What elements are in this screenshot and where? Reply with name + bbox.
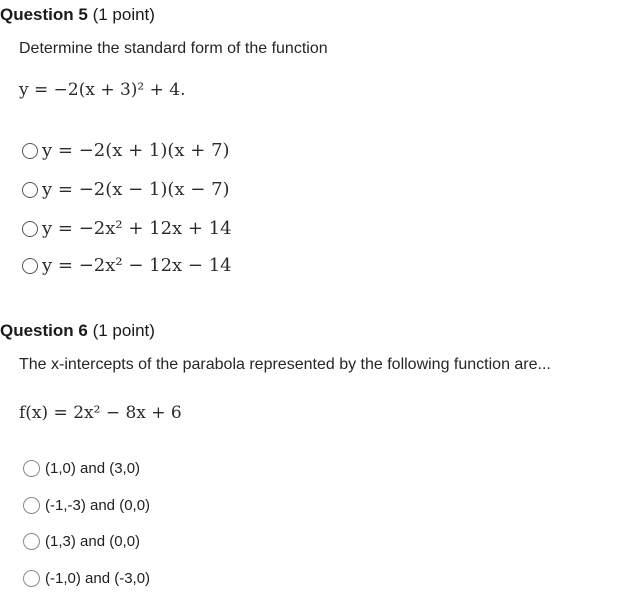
question-5-option-3[interactable] <box>22 218 232 239</box>
radio-button-icon[interactable] <box>22 182 38 198</box>
question-6-points: (1 point) <box>87 321 155 340</box>
question-5-header <box>0 5 155 25</box>
radio-button-icon[interactable] <box>22 143 38 159</box>
question-6-title: Question 6 <box>0 321 88 340</box>
radio-button-icon[interactable] <box>23 533 40 550</box>
question-6-header <box>0 321 155 341</box>
question-6-prompt: The x-intercepts of the parabola represented by the following function are... <box>19 356 551 373</box>
question-6-option-3[interactable] <box>23 533 140 550</box>
question-6-expression: f(x) = 2x² − 8x + 6 <box>19 403 182 423</box>
option-label: (1,3) and (0,0) <box>45 533 141 550</box>
question-6-option-1[interactable] <box>23 460 140 477</box>
option-label: y = −2x² + 12x + 14 <box>42 218 232 239</box>
option-label: y = −2x² − 12x − 14 <box>42 255 232 276</box>
option-label: (-1,-3) and (0,0) <box>45 497 151 514</box>
question-5-option-1[interactable] <box>22 140 230 161</box>
option-label: y = −2(x + 1)(x + 7) <box>42 140 230 161</box>
question-5-points: (1 point) <box>87 5 155 24</box>
question-5-option-2[interactable] <box>22 179 230 200</box>
radio-button-icon[interactable] <box>23 570 40 587</box>
option-label: y = −2(x − 1)(x − 7) <box>42 179 230 200</box>
radio-button-icon[interactable] <box>23 497 40 514</box>
question-6-option-2[interactable] <box>23 497 150 514</box>
radio-button-icon[interactable] <box>22 221 38 237</box>
question-6-option-4[interactable] <box>23 570 150 587</box>
question-5-expression: y = −2(x + 3)² + 4. <box>19 80 186 100</box>
radio-button-icon[interactable] <box>23 460 40 477</box>
question-5-prompt: Determine the standard form of the function <box>19 40 328 57</box>
option-label: (1,0) and (3,0) <box>45 460 141 477</box>
option-label: (-1,0) and (-3,0) <box>45 570 151 587</box>
radio-button-icon[interactable] <box>22 258 38 274</box>
question-5-title: Question 5 <box>0 5 88 24</box>
question-5-option-4[interactable] <box>22 255 232 276</box>
